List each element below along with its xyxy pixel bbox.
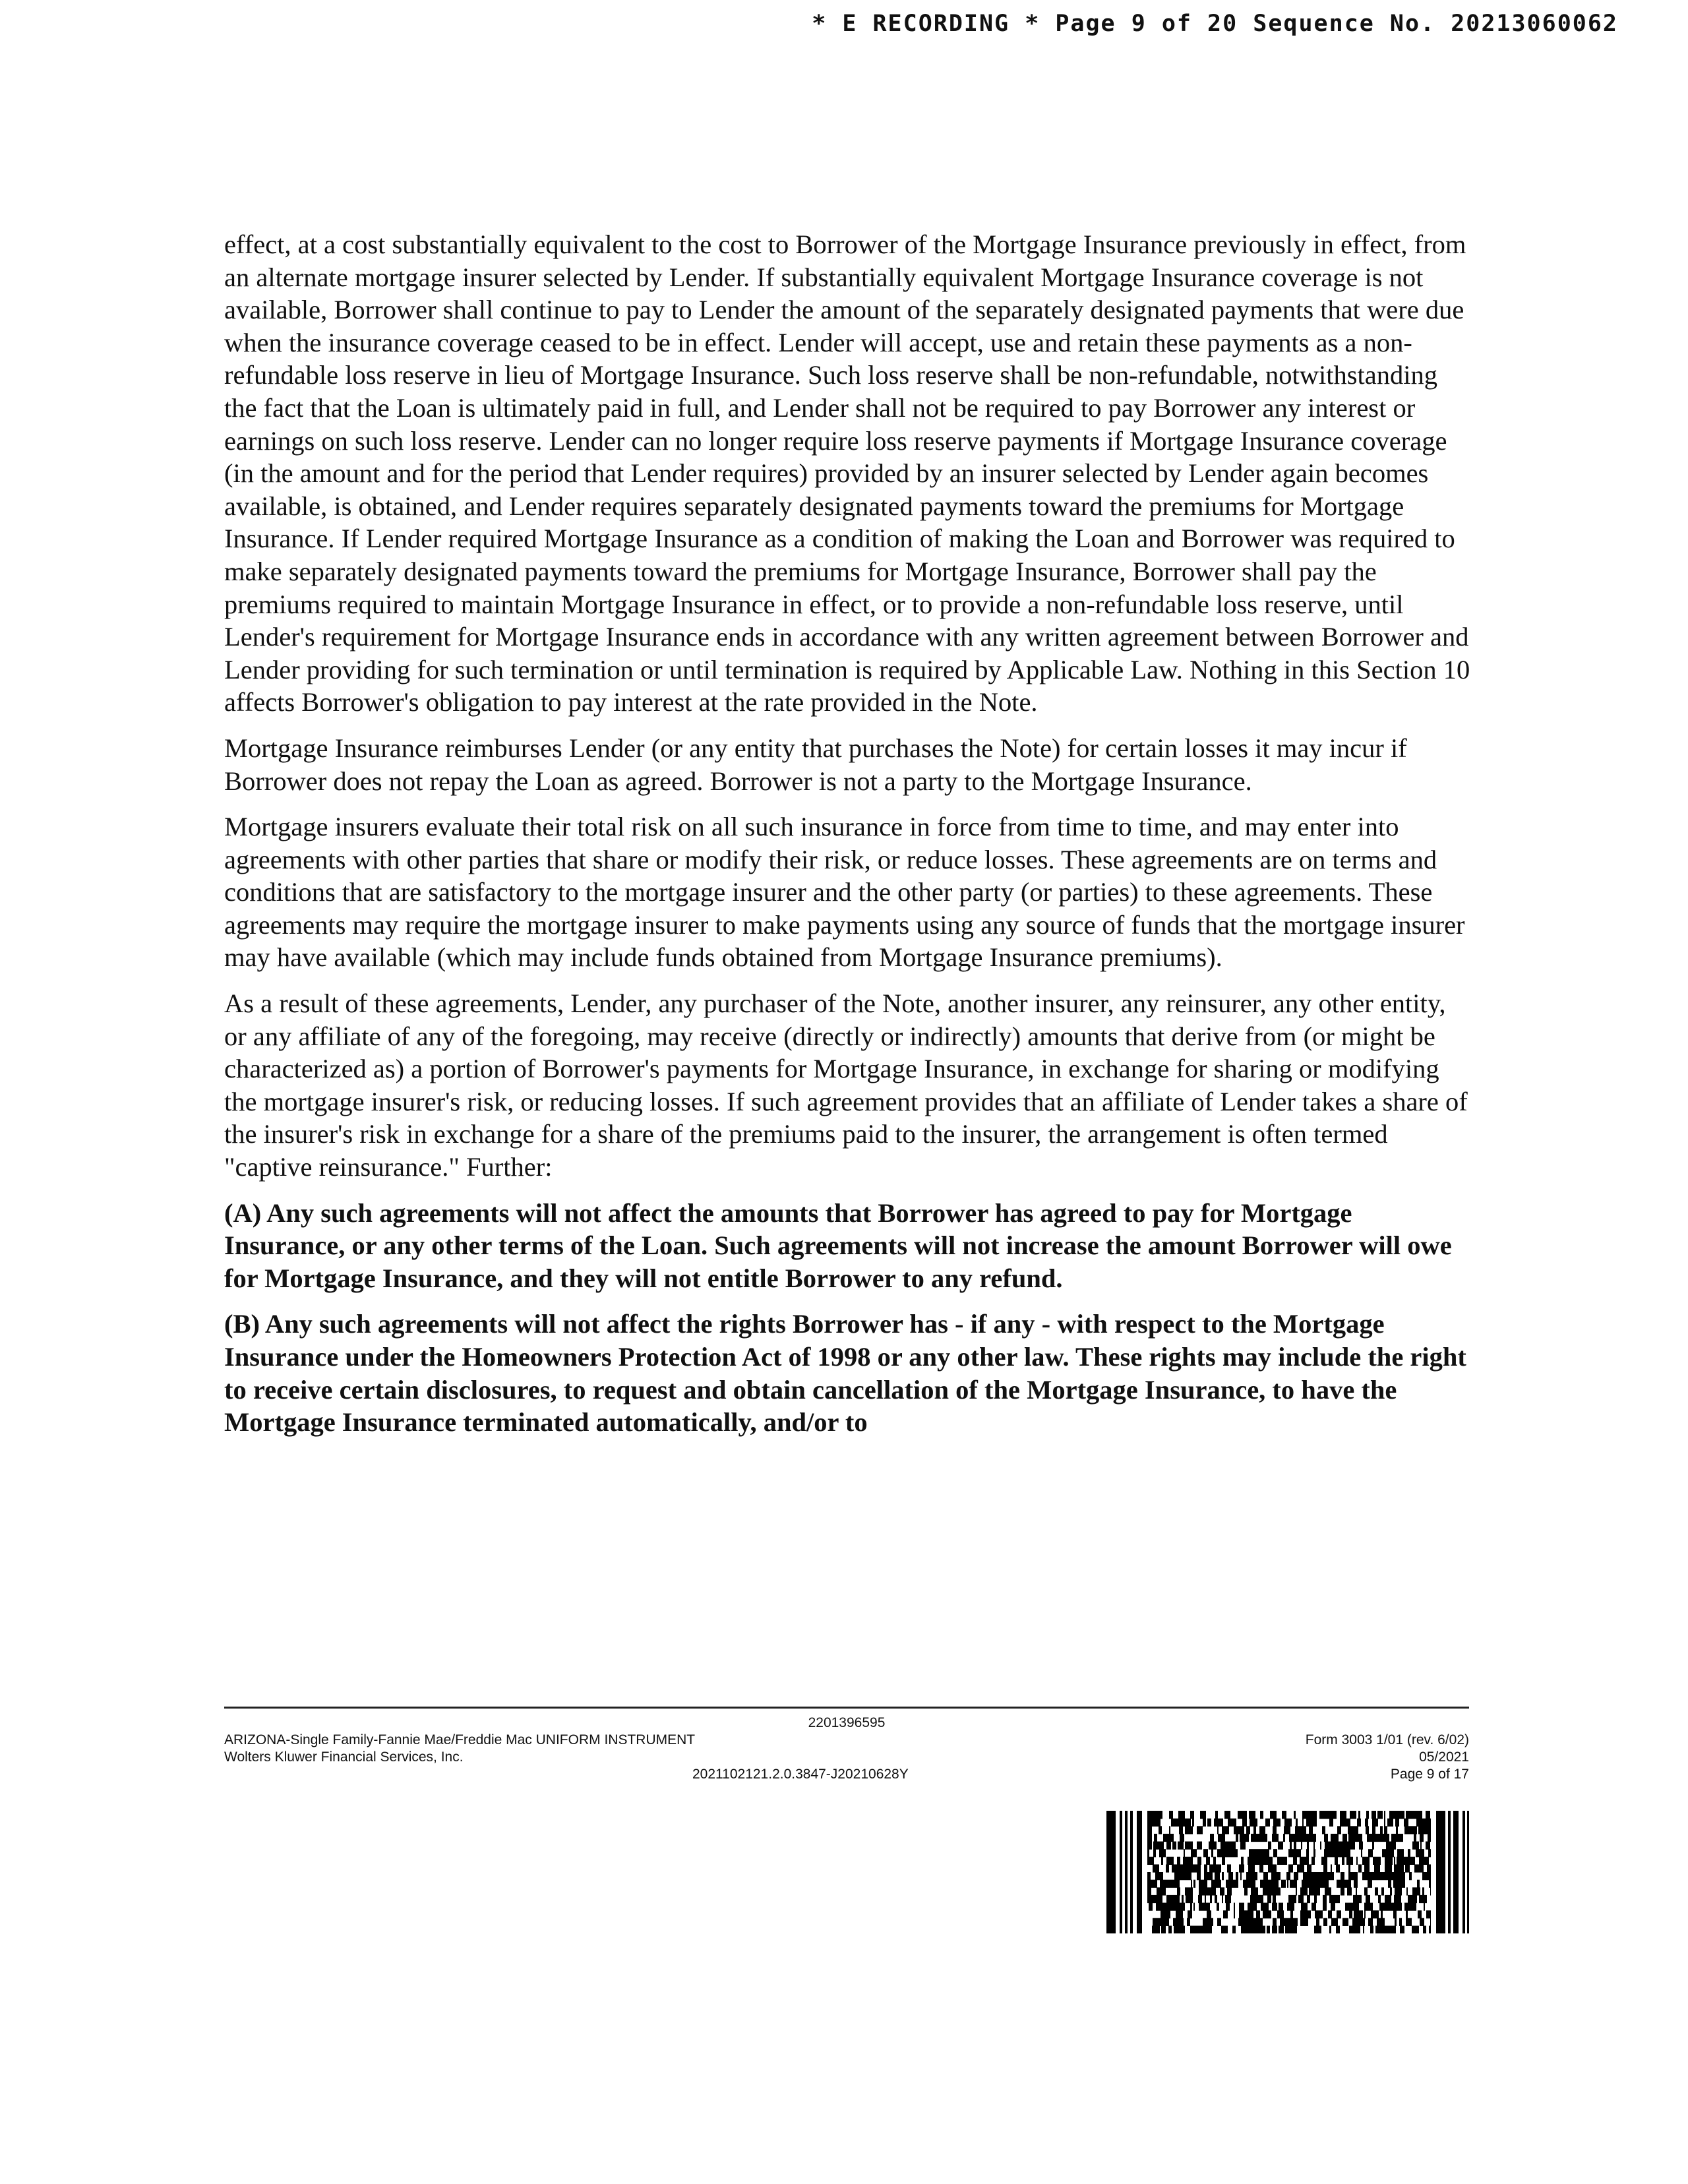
document-id: 2021102121.2.0.3847-J20210628Y — [692, 1767, 909, 1782]
paragraph-insurer-risk: Mortgage insurers evaluate their total risk on all such insurance in force from time to time, and may enter into agreements with other parties that share or modify their risk, or reduce losses. These agreements are on terms and conditions that are satisfactory to the mortgage insurer and the other party (or parties) to these agreements. These agreements may require the mortgage insurer to make payments using any source of funds that the mortgage insurer may have available (which may include funds obtained from Mortgage Insurance premiums). — [224, 812, 1465, 973]
paragraph-captive-reinsurance: As a result of these agreements, Lender, any purchaser of the Note, another insurer, any reinsurer, any other entity, or any affiliate of any of the foregoing, may receive (directly or indirectly) amounts that derive from (or might be characterized as) a portion of Borrower's payments for Mortgage Insurance, in exchange for sharing or modifying the mortgage insurer's risk, or reducing losses. If such agreement provides that an affiliate of Lender takes a share of the insurer's risk in exchange for a share of the premiums paid to the insurer, the arrangement is often termed "captive reinsurance." Further: — [224, 988, 1468, 1182]
loan-number: 2201396595 — [808, 1715, 886, 1730]
body-text — [224, 228, 1470, 1452]
clause-a: (A) Any such agreements will not affect the amounts that Borrower has agreed to pay for Mortgage Insurance, or any other terms of the Loan. Such agreements will not increase the amount Borrower will owe for Mortgage Insurance, and they will not entitle Borrower to any refund. — [224, 1198, 1452, 1293]
clause-b: (B) Any such agreements will not affect the rights Borrower has - if any - with respect to the Mortgage Insurance under the Homeowners Protection Act of 1998 or any other law. These rights may include the right to receive certain disclosures, to request and obtain cancellation of the Mortgage Insurance, to have the Mortgage Insurance terminated automatically, and/or to — [224, 1309, 1466, 1438]
recording-stamp: * E RECORDING * Page 9 of 20 Sequence No. 20213060062 — [812, 11, 1618, 37]
form-footer — [224, 1714, 1469, 1807]
vendor-name: Wolters Kluwer Financial Services, Inc. — [224, 1749, 464, 1765]
form-number: Form 3003 1/01 (rev. 6/02) — [1305, 1732, 1469, 1747]
paragraph-reimbursement: Mortgage Insurance reimburses Lender (or any entity that purchases the Note) for certain losses it may incur if Borrower does not repay the Loan as agreed. Borrower is not a party to the Mortgage Insurance. — [224, 733, 1407, 796]
form-date: 05/2021 — [1419, 1749, 1469, 1765]
paragraph-loss-reserve: effect, at a cost substantially equivalent to the cost to Borrower of the Mortgage Insurance previously in effect, from an alternate mortgage insurer selected by Lender. If substantially equivalent Mortgage Insurance coverage is not available, Borrower shall continue to pay to Lender the amount of the separately designated payments that were due when the insurance coverage ceased to be in effect. Lender will accept, use and retain these payments as a non-refundable loss reserve in lieu of Mortgage Insurance. Such loss reserve shall be non-refundable, notwithstanding the fact that the Loan is ultimately paid in full, and Lender shall not be required to pay Borrower any interest or earnings on such loss reserve. Lender can no longer require loss reserve payments if Mortgage Insurance coverage (in the amount and for the period that Lender requires) provided by an insurer selected by Lender again becomes available, is obtained, and Lender requires separately designated payments toward the premiums for Mortgage Insurance. If Lender required Mortgage Insurance as a condition of making the Loan and Borrower was required to make separately designated payments toward the premiums for Mortgage Insurance, Borrower shall pay the premiums required to maintain Mortgage Insurance in effect, or to provide a non-refundable loss reserve, until Lender's requirement for Mortgage Insurance ends in accordance with any written agreement between Borrower and Lender providing for such termination or until termination is required by Applicable Law. Nothing in this Section 10 affects Borrower's obligation to pay interest at the rate provided in the Note. — [224, 229, 1470, 717]
pdf417-barcode-icon — [1106, 1811, 1469, 1933]
form-page-number: Page 9 of 17 — [1390, 1767, 1469, 1782]
footer-divider — [224, 1707, 1469, 1709]
form-title: ARIZONA-Single Family-Fannie Mae/Freddie Mac UNIFORM INSTRUMENT — [224, 1732, 696, 1747]
